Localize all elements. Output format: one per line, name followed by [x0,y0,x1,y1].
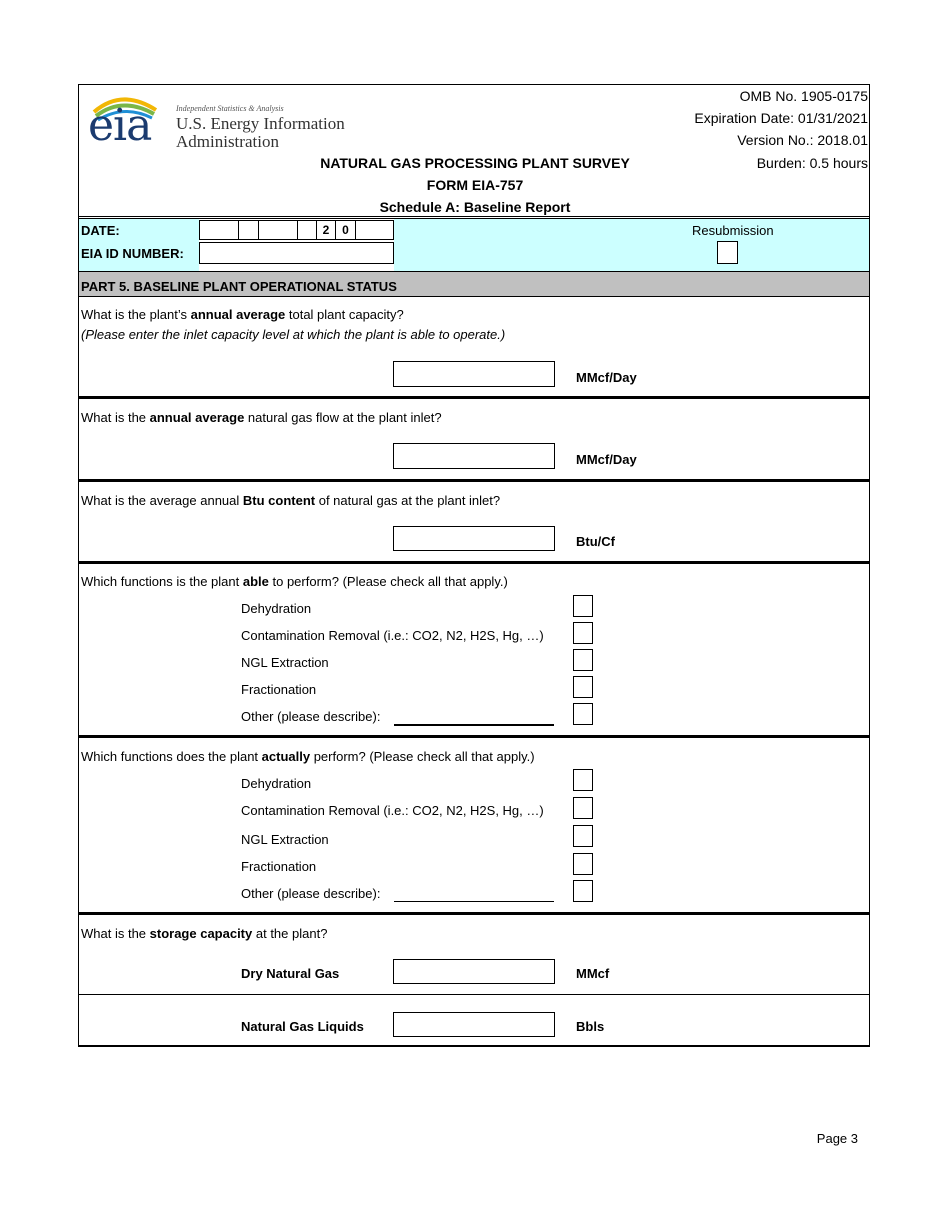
q4-text: Which functions is the plant [81,574,243,589]
inlet-flow-input[interactable] [393,443,555,469]
q1-note: (Please enter the inlet capacity level at which the plant is able to operate.) [81,327,506,342]
q5-text-end: perform? (Please check all that apply.) [310,749,535,764]
q4-dehydration-checkbox[interactable] [573,595,593,617]
q5-other-describe-line[interactable] [394,901,554,902]
q5-dehydration-checkbox[interactable] [573,769,593,791]
q4-other-checkbox[interactable] [573,703,593,725]
eia-id-label: EIA ID NUMBER: [81,246,184,261]
q4-option-ngl-extraction: NGL Extraction [241,655,329,670]
date-label: DATE: [81,223,120,238]
q4-emphasis: able [242,574,269,589]
q5-option-dehydration: Dehydration [241,776,312,791]
date-cell-year-digit[interactable]: 2 [316,220,336,240]
q1-text: What is the plant’s [81,307,191,322]
q5-ngl-extraction-checkbox[interactable] [573,825,593,847]
eia-logo-word: eia [88,100,152,151]
q6-text: What is the [81,926,150,941]
q2-text: What is the [81,410,150,425]
divider [78,479,870,482]
eia-id-input[interactable] [199,242,394,264]
q4-text-end: to perform? (Please check all that apply.) [268,574,508,589]
q3-emphasis: Btu content [242,493,316,508]
q3-text: What is the average annual [81,493,243,508]
divider [78,396,870,399]
btu-content-input[interactable] [393,526,555,551]
q2-unit: MMcf/Day [576,452,637,467]
eia-tagline: Independent Statistics & Analysis [176,104,284,113]
eia-logo [84,92,354,152]
version-number: Version No.: 2018.01 [737,132,868,148]
divider [78,735,870,738]
ngl-unit: Bbls [576,1019,605,1034]
date-cell[interactable] [199,220,239,240]
ngl-label: Natural Gas Liquids [241,1019,364,1034]
q4-fractionation-checkbox[interactable] [573,676,593,698]
page-number: Page 3 [816,1131,858,1146]
date-cell[interactable] [297,220,317,240]
q4-option-contamination-removal: Contamination Removal (i.e.: CO2, N2, H2S, Hg, …) [241,628,544,643]
divider [78,561,870,564]
dry-natural-gas-label: Dry Natural Gas [241,966,340,981]
q3-unit: Btu/Cf [576,534,615,549]
q5-emphasis: actually [261,749,311,764]
q1-question [81,307,404,322]
eia-agency-line1: U.S. Energy Information [176,114,345,133]
q5-option-ngl-extraction: NGL Extraction [241,832,329,847]
dry-natural-gas-input[interactable] [393,959,555,984]
survey-title: NATURAL GAS PROCESSING PLANT SURVEY [320,155,630,171]
q6-text-end: at the plant? [252,926,328,941]
q5-option-fractionation: Fractionation [241,859,317,874]
q4-contamination-removal-checkbox[interactable] [573,622,593,644]
q5-contamination-removal-checkbox[interactable] [573,797,593,819]
schedule-title: Schedule A: Baseline Report [379,199,571,215]
q5-text: Which functions does the plant [81,749,262,764]
divider [78,994,870,995]
q5-other-checkbox[interactable] [573,880,593,902]
part5-title: PART 5. BASELINE PLANT OPERATIONAL STATUS [81,279,397,294]
q4-ngl-extraction-checkbox[interactable] [573,649,593,671]
q4-option-other: Other (please describe): [241,709,381,724]
q3-text-end: of natural gas at the plant inlet? [315,493,501,508]
q5-fractionation-checkbox[interactable] [573,853,593,875]
dry-natural-gas-unit: MMcf [576,966,610,981]
ngl-input[interactable] [393,1012,555,1037]
q2-emphasis: annual average [149,410,245,425]
divider [78,216,870,217]
q4-question [81,574,508,589]
date-cell[interactable] [258,220,298,240]
date-cell[interactable] [355,220,394,240]
date-cell[interactable] [238,220,259,240]
divider [78,912,870,915]
q2-text-end: natural gas flow at the plant inlet? [244,410,442,425]
divider [78,296,870,297]
q3-question [81,493,500,508]
omb-number: OMB No. 1905-0175 [739,88,868,104]
q6-emphasis: storage capacity [149,926,253,941]
date-cell-year-digit[interactable]: 0 [335,220,356,240]
eia-agency-line2: Administration [176,132,279,151]
q1-unit: MMcf/Day [576,370,637,385]
form-number: FORM EIA-757 [426,177,524,193]
q5-option-other: Other (please describe): [241,886,381,901]
q4-option-dehydration: Dehydration [241,601,312,616]
q4-other-describe-line[interactable] [394,724,554,726]
id-band [394,219,869,271]
q5-option-contamination-removal: Contamination Removal (i.e.: CO2, N2, H2S, Hg, …) [241,803,544,818]
burden-hours: Burden: 0.5 hours [756,155,868,171]
q5-question [81,749,535,764]
resubmission-label: Resubmission [692,223,774,238]
q4-option-fractionation: Fractionation [241,682,317,697]
q1-text-end: total plant capacity? [285,307,404,322]
divider [78,1045,870,1047]
expiration-date: Expiration Date: 01/31/2021 [694,110,868,126]
plant-capacity-input[interactable] [393,361,555,387]
resubmission-checkbox[interactable] [717,241,738,264]
q1-emphasis: annual average [190,307,286,322]
q6-question [81,926,327,941]
q2-question [81,410,442,425]
